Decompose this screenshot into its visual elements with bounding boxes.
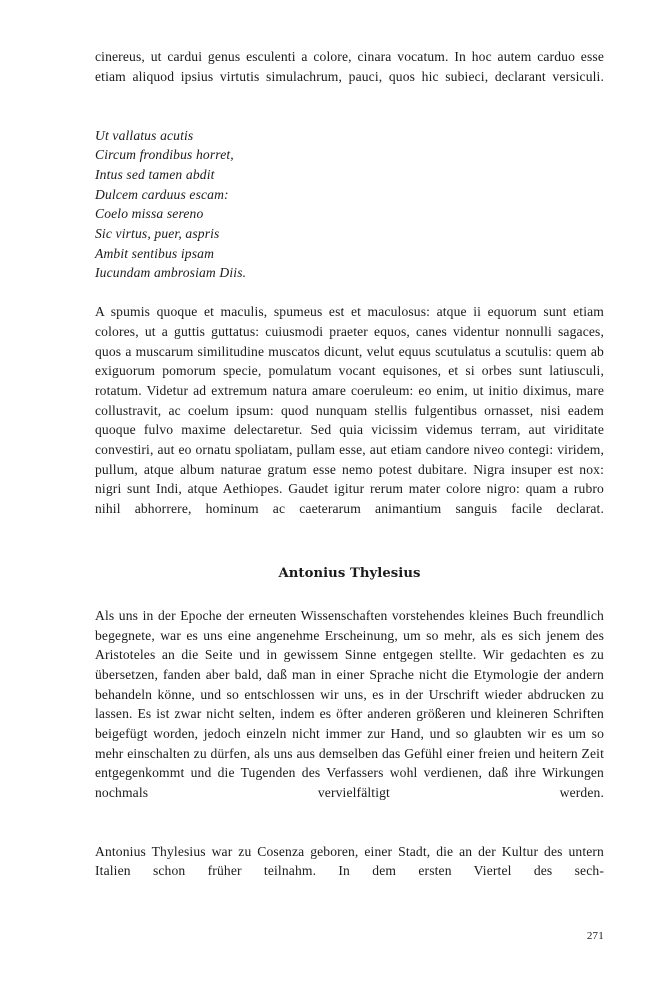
section-heading-antonius-thylesius: Antonius Thylesius: [278, 566, 421, 582]
verse-line: Circum frondibus horret,: [95, 147, 234, 163]
paragraph-spacer: [95, 283, 604, 303]
verse-line: Sic virtus, puer, aspris: [95, 225, 220, 241]
paragraph-spacer: [95, 822, 604, 842]
verse-line: Ambit sentibus ipsam: [95, 245, 215, 261]
page-number: 271: [586, 930, 604, 942]
heading-spacer-top: [95, 538, 604, 564]
verse-line: Dulcem carduus escam:: [95, 186, 229, 202]
paragraph-german-biography: Antonius Thylesius war zu Cosenza geboren, einer Stadt, die an der Kultur des untern Italien schon früher teilnahm. In dem ersten Viertel des sech-: [95, 843, 604, 879]
verse-line: Intus sed tamen abdit: [95, 166, 215, 182]
verse-line: Ut vallatus acutis: [95, 127, 194, 143]
paragraph-latin-colors: A spumis quoque et maculis, spumeus est et maculosus: atque ii equorum sunt etiam colores, ut a guttis guttatus: cuiusmodi praeter equos, canes videntur nonnulli sagaces, quos a muscarum similitudine muscatos dicunt, velut equus scutulatus a scutulis: quem ab exiguorum pomorum specie, pomulatum vocant equisones, et si orbes sunt latiusculi, rotatum. Videtur ad extremum natura amare coeruleum: eo enim, ut initio diximus, mare collustravit, ac coelum ipsum: quod nunquam stellis fulgentibus ornasset, nisi eadem quoque fulvo maxime delectaretur. Sed quia vicissim videmus terram, aut viriditate convestiri, aut eo ornatu spoliatam, pullam esse, aut etiam candore niveo contegi: viridem, pullum, atque album naturae gratum esse nemo potest dubitare. Nigra insuper est nox: nigri sunt Indi, atque Aethiopes. Gaudet igitur rerum mater colore nigro: quam a rubro nihil abhorrere, hominum ac caeterarum animantium sanguis facile declarat.: [95, 304, 604, 516]
page-text-block: [95, 47, 604, 901]
paragraph-latin-intro: cinereus, ut cardui genus esculenti a colore, cinara vocatum. In hoc autem carduo esse etiam aliquod ipsius virtutis simulachrum, pauci, quos hic subieci, declarant versiculi.: [95, 49, 604, 84]
verse-block: [95, 126, 604, 283]
verse-line: Iucundam ambrosiam Diis.: [95, 265, 247, 281]
verse-line: Coelo missa sereno: [95, 206, 204, 222]
paragraph-spacer: [95, 106, 604, 126]
heading-spacer-bottom: [95, 584, 604, 606]
paragraph-german-preface: Als uns in der Epoche der erneuten Wissenschaften vorstehendes kleines Buch freundlich begegnete, war es uns eine angenehme Erscheinung, um so mehr, als es sich jenem des Aristoteles an die Seite und in gewissem Sinne entgegen stellte. Wir gedachten es zu übersetzen, fanden aber bald, daß man in einer Sprache nicht die Etymologie der andern behandeln könne, und so entschlossen wir uns, es in der Urschrift wieder abdrucken zu lassen. Es ist zwar nicht selten, indem es öfter anderen größeren und kleineren Schriften beigefügt worden, jedoch einzeln nicht immer zur Hand, und so glaubten wir es um so mehr einschalten zu dürfen, als uns aus demselben das Gefühl einer freien und heitern Zeit entgegenkommt und die Tugenden des Verfassers wohl verdienen, daß ihre Wirkungen nochmals vervielfältigt werden.: [95, 607, 604, 800]
